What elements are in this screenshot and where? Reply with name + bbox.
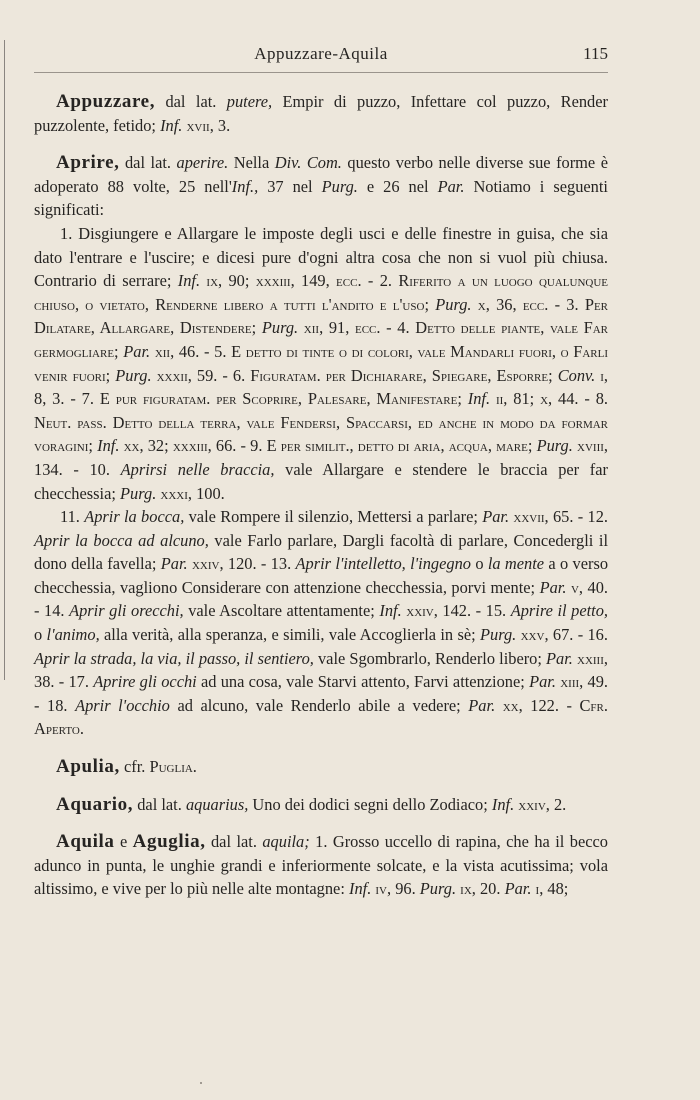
italic-run: Purg. — [115, 365, 152, 385]
italic-run: Par. — [539, 577, 567, 597]
italic-run: l'animo, — [46, 625, 100, 645]
header-rule — [34, 72, 608, 73]
italic-run: Par. — [482, 507, 510, 527]
text-run: ix, 20. — [456, 879, 505, 899]
italic-run: aquarius, — [185, 794, 249, 814]
text-run: a o verso checchessia, vagliono Considerare con attenzione checchessia, porvi mente; — [34, 554, 609, 597]
text-run: xxiv, 120. - 13. — [187, 554, 296, 574]
entry-paragraph — [34, 222, 608, 505]
italic-run: Aprirsi nelle braccia, — [120, 459, 275, 479]
text-run: iv, 96. — [371, 879, 420, 899]
text-run: vale Allargare e stendere le braccia per far checchessia; — [34, 459, 608, 503]
italic-run: Aprir gli orecchi, — [69, 601, 184, 621]
text-run: xxxi, 100. — [156, 483, 225, 503]
text-run: xvii, 3. — [182, 115, 231, 135]
entry-paragraph — [34, 793, 608, 817]
italic-run: Aprir l'intelletto, l'ingegno — [295, 554, 471, 574]
text-run: ad alcuno, vale Renderlo abile a vedere; — [169, 695, 469, 715]
text-run: ii, 81; x, 44. - 8. Neut. pass. Detto della terra, vale Fendersi, Spaccarsi, ed anche in modo da formar voragini; — [34, 389, 608, 456]
page-edge-line — [4, 40, 5, 680]
entry-aprire — [34, 151, 608, 741]
text-run: xx, 32; xxxiii, 66. - 9. E per similit., detto di aria, acqua, mare; — [119, 436, 537, 456]
entry-paragraph — [34, 755, 608, 779]
entry-paragraph — [34, 505, 608, 741]
italic-run: Inf. — [467, 389, 491, 409]
text-run: xxv, 67. - 16. — [516, 625, 608, 645]
italic-run: Par. — [437, 176, 465, 196]
italic-run: Par. — [529, 672, 556, 692]
page-body — [34, 90, 608, 915]
italic-run: Purg. — [261, 318, 299, 338]
entry-headword: Apulia, — [56, 756, 120, 778]
text-run: vale Ascoltare attentamente; — [183, 601, 380, 621]
italic-run: Aprir la bocca, — [84, 507, 185, 527]
text-run: xii, 46. - 5. E detto di tinte o di colori, vale Mandarli fuori, o Farli venir fuori; — [34, 341, 609, 385]
text-run: cfr. — [119, 757, 150, 777]
italic-run: Inf. — [491, 794, 515, 814]
text-run: 1. Disgiungere e Allargare le imposte degli usci e delle finestre in guisa, che sia dato l'entrare e l'uscire; e dicesi pure d'ogni altra cosa che non si vuol più chiusa. Contrario di serrare; — [34, 223, 608, 291]
running-header — [34, 44, 608, 66]
text-run: xxiii, 38. - 17. — [34, 648, 608, 692]
text-run: e 26 nel — [357, 176, 438, 196]
text-run: xxvii, 65. - 12. — [509, 507, 608, 527]
italic-run: Aprir la bocca ad alcuno, — [34, 530, 209, 550]
italic-run: Aprir l'occhio — [75, 695, 170, 715]
text-run: Uno dei dodici segni dello Zodiaco; — [248, 794, 492, 814]
text-run: x, 36, ecc. - 3. Per Dilatare, Allargare, Distendere; — [34, 294, 608, 338]
italic-run: putere, — [226, 92, 273, 111]
text-run: ad una cosa, vale Starvi attento, Farvi attenzione; — [196, 672, 530, 692]
page-speck — [200, 1082, 202, 1084]
text-run: dal lat. — [155, 92, 227, 111]
text-run: dal lat. — [119, 153, 177, 173]
italic-run: Par. — [504, 879, 532, 899]
text-run: o — [470, 554, 488, 574]
entry-headword: Aquila — [56, 831, 115, 853]
running-header-title: Appuzzare-Aquila — [254, 44, 388, 63]
entry-headword: Aquario, — [56, 793, 134, 815]
entry-paragraph — [34, 151, 608, 222]
text-run: o — [34, 625, 47, 645]
text-run: vale Farlo parlare, Dargli facoltà di parlare, Concedergli il dono della favella; — [34, 530, 608, 574]
cross-reference: Puglia. — [149, 757, 197, 777]
text-run: alla verità, alla speranza, e simili, vale Accoglierla in sè; — [99, 625, 480, 645]
italic-run: Par. — [123, 341, 151, 361]
entry-headword-variant: Aguglia, — [132, 831, 206, 853]
italic-run: Conv. — [557, 365, 596, 385]
entry-paragraph — [34, 830, 608, 901]
italic-run: Purg. — [435, 294, 472, 314]
italic-run: Purg. — [120, 483, 157, 503]
text-run: e — [114, 832, 133, 852]
text-run: vale Rompere il silenzio, Mettersi a parlare; — [184, 507, 483, 527]
entry-aquario — [34, 793, 608, 817]
italic-run: Inf. — [160, 115, 183, 135]
italic-run: aperire. — [176, 153, 229, 173]
italic-run: Par. — [160, 554, 188, 574]
italic-run: aquila; — [262, 832, 310, 852]
italic-run: Purg. — [536, 436, 573, 456]
text-run: Notiamo i seguenti significati: — [34, 176, 608, 220]
italic-run: Inf. — [348, 879, 372, 899]
text-run: Empir di puzzo, Infettare col puzzo, Render puzzolente, fetido; — [34, 92, 608, 135]
text-run: xviii, 134. - 10. — [34, 436, 608, 479]
text-run: questo verbo nelle diverse sue forme è adoperato 88 volte, 25 nell' — [34, 153, 608, 196]
text-run: xxiv, 2. — [514, 794, 567, 814]
text-run: dal lat. — [133, 794, 186, 814]
italic-run: Par. — [468, 695, 496, 715]
text-run: xii, 91, ecc. - 4. Detto delle piante, vale Far germogliare; — [34, 318, 608, 361]
italic-run: Inf. — [177, 271, 201, 291]
italic-run: la mente — [487, 554, 545, 574]
text-run: dal lat. — [205, 832, 263, 852]
entry-apulia — [34, 755, 608, 779]
text-run: xxxii, 59. - 6. Figuratam. per Dichiarare, Spiegare, Esporre; — [151, 365, 558, 385]
italic-run: Div. Com. — [274, 153, 342, 173]
text-run: 1. Grosso uccello di rapina, che ha il becco adunco in punta, le unghie grandi e inferiormente solcate, e la vista acutissima; vola altissimo, e vive per lo più nelle alte montagne: — [34, 832, 608, 899]
italic-run: Par. — [546, 648, 573, 668]
text-run: xx, 122. - Cfr. — [495, 695, 608, 715]
text-run: xxiv, 142. - 15. — [401, 601, 511, 621]
text-run: i, 8, 3. - 7. E pur figuratam. per Scoprire, Palesare, Manifestare; — [34, 365, 608, 409]
cross-reference: Aperto. — [34, 719, 84, 739]
italic-run: Inf. — [379, 601, 402, 621]
italic-run: Purg. — [480, 625, 517, 645]
entry-paragraph — [34, 90, 608, 137]
italic-run: Purg. — [321, 176, 358, 196]
text-run: i, 48; — [531, 879, 569, 899]
text-run: 11. — [60, 507, 85, 527]
text-run: 37 nel — [258, 176, 322, 196]
text-run: vale Sgombrarlo, Renderlo libero; — [313, 648, 547, 668]
italic-run: Aprire il petto, — [510, 601, 609, 621]
italic-run: Inf. — [97, 436, 120, 456]
text-run: ix, 90; xxxiii, 149, ecc. - 2. Riferito a un luogo qualunque chiuso, o vietato, Renderne libero a tutti l'andito e l'uso; — [34, 271, 608, 314]
italic-run: Aprire gli occhi — [93, 672, 197, 692]
italic-run: Inf., — [231, 176, 259, 196]
text-run: xiii, 49. - 18. — [34, 672, 609, 715]
entry-appuzzare — [34, 90, 608, 137]
entry-aquila — [34, 830, 608, 901]
entry-headword: Aprire, — [56, 152, 120, 174]
text-run: v, 40. - 14. — [34, 577, 608, 621]
text-run: Nella — [228, 153, 275, 173]
entry-headword: Appuzzare, — [56, 91, 156, 112]
page-number: 115 — [583, 44, 608, 63]
italic-run: Purg. — [419, 879, 457, 899]
italic-run: Aprir la strada, la via, il passo, il sentiero, — [34, 648, 314, 668]
